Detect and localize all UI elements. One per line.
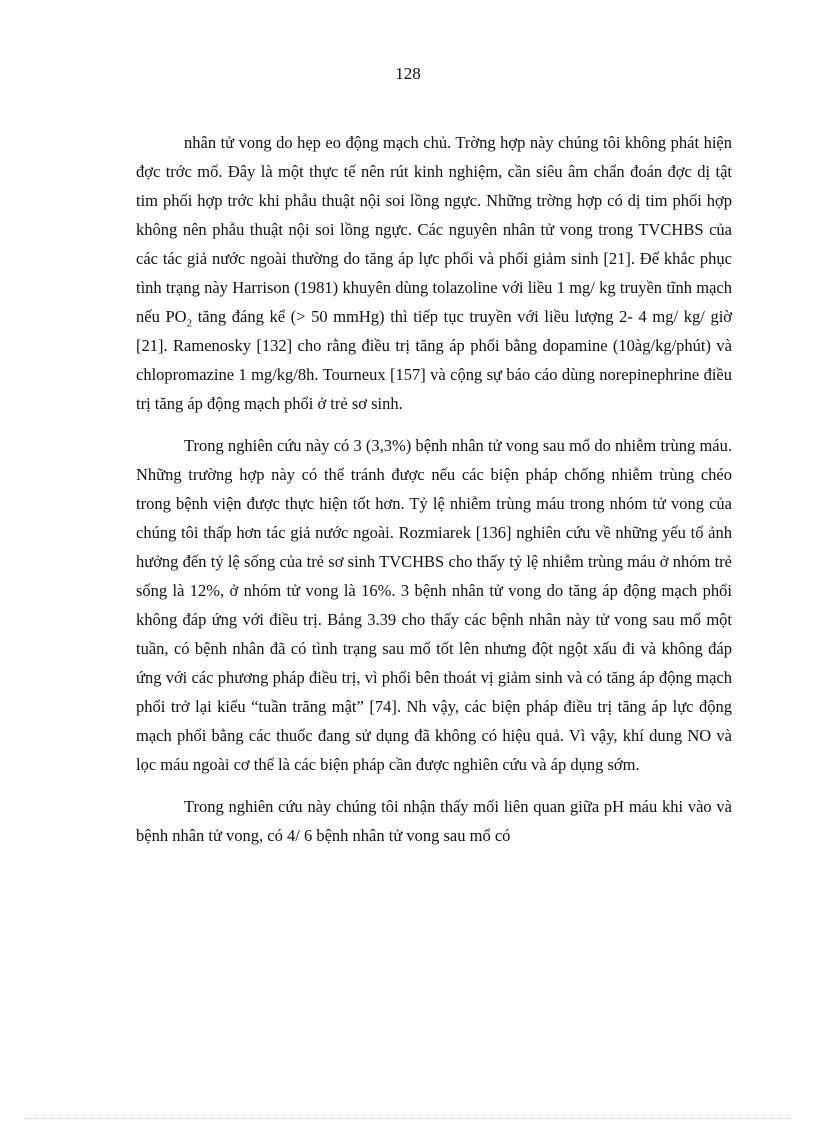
page-number: 128 (395, 64, 421, 83)
paragraph-3: Trong nghiên cứu này chúng tôi nhận thấy mối liên quan giữa pH máu khi vào và bệnh nhân tử vong, có 4/ 6 bệnh nhân tử vong sau mổ có (136, 797, 732, 845)
paragraph-2: Trong nghiên cứu này có 3 (3,3%) bệnh nhân tử vong sau mổ do nhiễm trùng máu. Những trường hợp này có thể tránh được nếu các biện pháp chống nhiễm trùng chéo trong bệnh viện được thực hiện tốt hơn. Tỷ lệ nhiễm trùng máu trong nhóm tử vong của chúng tôi thấp hơn tác giả nước ngoài. Rozmiarek [136] nghiên cứu về những yếu tố ảnh hưởng đến tỷ lệ sống của trẻ sơ sinh TVCHBS cho thấy tỷ lệ nhiễm trùng máu ở nhóm trẻ sống là 12%, ở nhóm tử vong là 16%. 3 bệnh nhân tử vong do tăng áp động mạch phổi không đáp ứng với điều trị. Bảng 3.39 cho thấy các bệnh nhân này tử vong sau mổ một tuần, có bệnh nhân đã có tình trạng sau mổ tốt lên nhưng đột ngột xấu đi và không đáp ứng với các phương pháp điều trị, vì phổi bên thoát vị giảm sinh và có tăng áp động mạch phổi trở lại kiểu “tuần trăng mật” [74]. Nh vậy, các biện pháp điều trị tăng áp lực động mạch phổi bằng các thuốc đang sử dụng đã không có hiệu quả. Vì vậy, khí dung NO và lọc máu ngoài cơ thể là các biện pháp cần được nghiên cứu và áp dụng sớm. (136, 436, 732, 774)
document-body (136, 128, 732, 850)
paragraph-1 (136, 128, 732, 418)
page-bottom-divider (24, 1118, 792, 1119)
subscript-2: 2 (186, 317, 193, 330)
paragraph-1-text-b: tăng đáng kể (> 50 mmHg) thì tiếp tục truyền với liều lượng 2- 4 mg/ kg/ giờ [21]. Ramenosky [132] cho rằng điều trị tăng áp phổi bằng dopamine (10àg/kg/phút) và chlopromazine 1 mg/kg/8h. Tourneux [157] và cộng sự báo cáo dùng norepinephrine điều trị tăng áp động mạch phổi ở trẻ sơ sinh. (136, 307, 733, 413)
paragraph-1-text-a: nhân tử vong do hẹp eo động mạch chủ. Trờng hợp này chúng tôi không phát hiện đợc trớc mổ. Đây là một thực tế nên rút kinh nghiệm, cần siêu âm chẩn đoán đợc dị tật tim phối hợp trớc khi phẫu thuật nội soi lồng ngực. Những trờng hợp có dị tim phối hợp không nên phẫu thuật nội soi lồng ngực. Các nguyên nhân tử vong trong TVCHBS của các tác giả nước ngoài thường do tăng áp lực phổi và phổi giảm sinh [21]. Để khắc phục tình trạng này Harrison (1981) khuyên dùng tolazoline với liều 1 mg/ kg truyền tĩnh mạch nếu PO (136, 133, 732, 326)
